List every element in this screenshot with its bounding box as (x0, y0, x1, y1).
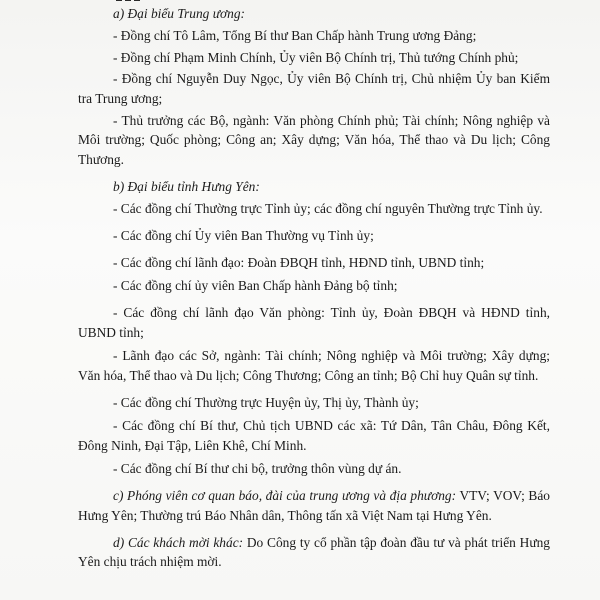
section-b-item: - Các đồng chí Bí thư, Chủ tịch UBND các xã: Tứ Dân, Tân Châu, Đông Kết, Đông Ninh, Đại Tập, Liên Khê, Chí Minh. (78, 418, 550, 453)
section-b-item: - Các đồng chí lãnh đạo: Đoàn ĐBQH tỉnh, HĐND tỉnh, UBND tỉnh; (113, 254, 485, 270)
section-a-item: - Đồng chí Tô Lâm, Tổng Bí thư Ban Chấp hành Trung ương Đảng; (113, 28, 477, 44)
section-d-label: d) (113, 534, 125, 550)
section-b-item: - Các đồng chí Ủy viên Ban Thường vụ Tỉnh ủy; (113, 227, 374, 243)
section-b-item: - Các đồng chí lãnh đạo Văn phòng: Tỉnh ủy, Đoàn ĐBQH và HĐND tỉnh, UBND tỉnh; (78, 305, 550, 340)
section-d-paragraph (78, 533, 550, 572)
section-d-text: Do Công ty cổ phần tập đoàn đầu tư và phát triển Hưng Yên chịu trách nhiệm mời. (78, 534, 550, 570)
section-b-item: - Các đồng chí Bí thư chi bộ, trưởng thôn vùng dự án. (113, 461, 402, 477)
section-a-item: - Đồng chí Phạm Minh Chính, Ủy viên Bộ Chính trị, Thủ tướng Chính phủ; (113, 49, 519, 65)
section-b-item: - Các đồng chí Thường trực Tỉnh ủy; các đồng chí nguyên Thường trực Tỉnh ủy. (113, 200, 543, 216)
section-b-heading: b) Đại biểu tỉnh Hưng Yên: (113, 178, 260, 194)
section-c-paragraph (78, 486, 550, 525)
section-a-heading: a) Đại biểu Trung ương: (113, 6, 246, 21)
section-c-label: c) (113, 488, 124, 504)
section-b-item: - Các đồng chí Thường trực Huyện ủy, Thị ủy, Thành ủy; (113, 394, 419, 410)
section-b-item: - Các đồng chí ủy viên Ban Chấp hành Đảng bộ tỉnh; (113, 278, 398, 294)
section-a-item: - Đồng chí Nguyễn Duy Ngọc, Ủy viên Bộ Chính trị, Chủ nhiệm Ủy ban Kiểm tra Trung ương; (78, 71, 550, 106)
section-c-text: VTV; VOV; Báo Hưng Yên; Thường trú Báo Nhân dân, Thông tấn xã Việt Nam tại Hưng Yên. (78, 488, 550, 523)
cropped-text-fragment (116, 0, 156, 1)
section-d-italic: Các khách mời khác: (127, 534, 244, 550)
section-b-item: - Lãnh đạo các Sở, ngành: Tài chính; Nông nghiệp và Môi trường; Xây dựng; Văn hóa, Thể thao và Du lịch; Công Thương; Công an tỉnh; Bộ Chỉ huy Quân sự tỉnh. (78, 348, 550, 383)
section-c-italic: Phóng viên cơ quan báo, đài của trung ương và địa phương: (127, 488, 457, 504)
document-body (78, 4, 550, 576)
section-a-item: - Thủ trưởng các Bộ, ngành: Văn phòng Chính phủ; Tài chính; Nông nghiệp và Môi trường; Quốc phòng; Công an; Xây dựng; Văn hóa, Thể thao và Du lịch; Công Thương. (78, 112, 550, 167)
